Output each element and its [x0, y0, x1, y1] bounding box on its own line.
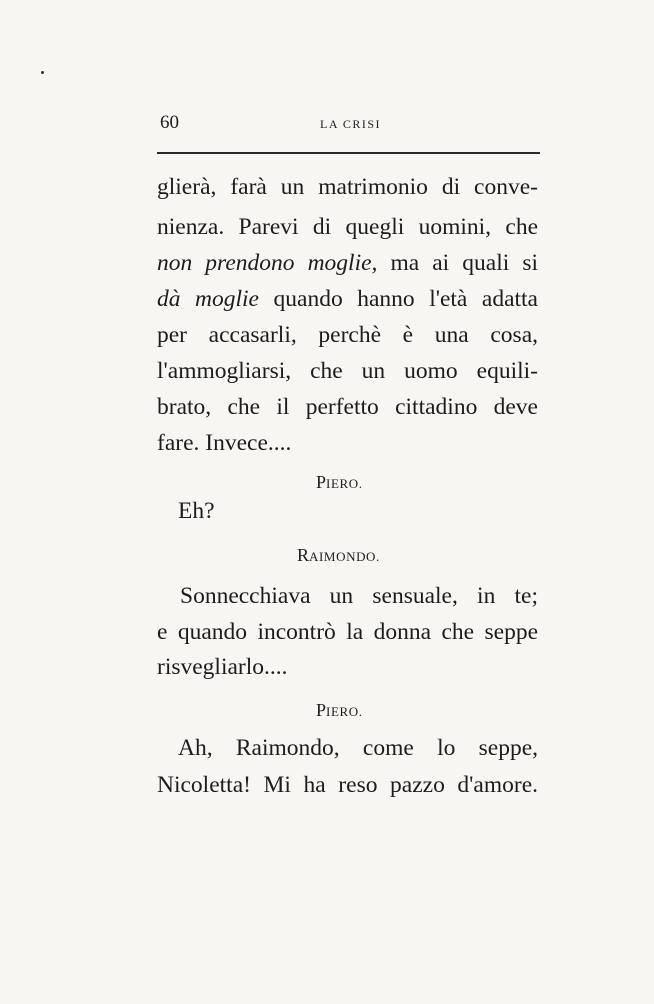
text-segment: quando hanno l'età adatta [273, 286, 538, 312]
text-line: per accasarli, perchè è una cosa, [157, 322, 538, 348]
speaker-initial: P [316, 472, 327, 492]
speaker-rest: IERO. [326, 476, 363, 491]
running-title: LA CRISI [320, 117, 382, 131]
text-line [157, 285, 538, 313]
text-line: fare. Invece.... [157, 430, 292, 456]
header-rule [157, 152, 540, 154]
italic-phrase: dà moglie [157, 286, 259, 312]
text-line [157, 249, 538, 277]
italic-phrase: non prendono moglie, [157, 250, 378, 276]
speaker-rest: IERO. [326, 704, 363, 719]
speaker-name [316, 472, 363, 493]
speech-line: Sonnecchiava un sensuale, in te; [180, 583, 538, 609]
speech-line: e quando incontrò la donna che seppe [157, 619, 538, 645]
speech-line: Eh? [178, 498, 215, 524]
text-segment: ma ai quali si [390, 250, 538, 276]
speaker-rest: AIMONDO. [309, 549, 380, 564]
text-line: glierà, farà un matrimonio di conve- [157, 174, 538, 200]
text-line: nienza. Parevi di quegli uomini, che [157, 214, 538, 240]
text-line: brato, che il perfetto cittadino deve [157, 394, 538, 420]
page-speck [41, 71, 44, 74]
text-line: l'ammogliarsi, che un uomo equili- [157, 358, 538, 384]
speech-line: Nicoletta! Mi ha reso pazzo d'amore. [157, 772, 538, 798]
page-number: 60 [160, 112, 179, 133]
speaker-name [316, 700, 363, 721]
speech-line: risvegliarlo.... [157, 654, 288, 680]
speaker-initial: R [297, 545, 310, 565]
speech-line: Ah, Raimondo, come lo seppe, [178, 735, 538, 761]
speaker-initial: P [316, 700, 327, 720]
speaker-name [297, 545, 380, 566]
